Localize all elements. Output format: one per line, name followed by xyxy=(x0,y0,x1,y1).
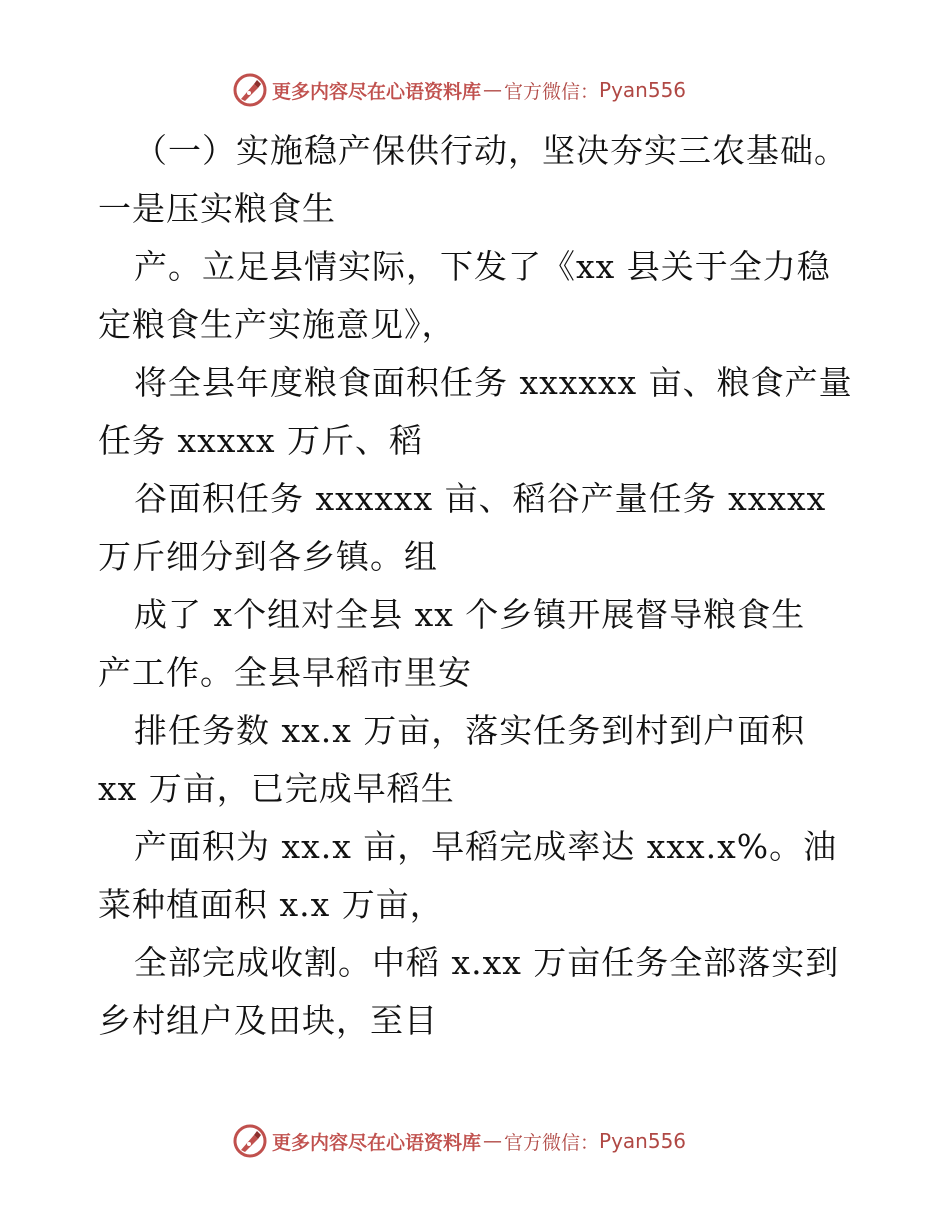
document-body xyxy=(98,122,858,1050)
body-line: 定粮食生产实施意见》， xyxy=(98,305,456,344)
body-line: 菜种植面积 x.x 万亩， xyxy=(98,885,444,924)
body-line: 产。立足县情实际，下发了《xx 县关于全力稳 xyxy=(134,247,831,286)
body-line: （一）实施稳产保供行动，坚决夯实三农基础。 xyxy=(134,131,848,170)
body-line: 万斤细分到各乡镇。组 xyxy=(98,537,438,576)
banner-slogan: 更多内容尽在心语资料库 xyxy=(272,1131,482,1154)
body-line: 将全县年度粮食面积任务 xxxxxx 亩、粮食产量 xyxy=(134,363,853,402)
banner-wechat-id: Pyan556 xyxy=(599,1129,687,1153)
body-line: 任务 xxxxx 万斤、稻 xyxy=(98,421,424,460)
body-line: 成了 x个组对全县 xx 个乡镇开展督导粮食生 xyxy=(134,595,806,634)
banner-wechat-label: 官方微信： xyxy=(504,80,600,103)
body-line: xx 万亩，已完成早稻生 xyxy=(98,769,455,808)
pen-logo-icon xyxy=(232,72,268,108)
banner-dash: — xyxy=(483,1130,503,1152)
banner-wechat-label: 官方微信： xyxy=(504,1131,600,1154)
banner-wechat-id: Pyan556 xyxy=(599,78,687,102)
body-line: 乡村组户及田块，至目 xyxy=(98,1001,438,1040)
header-banner xyxy=(232,70,686,110)
body-line: 谷面积任务 xxxxxx 亩、稻谷产量任务 xxxxx xyxy=(134,479,827,518)
body-line: 排任务数 xx.x 万亩，落实任务到村到户面积 xyxy=(134,711,806,750)
banner-slogan: 更多内容尽在心语资料库 xyxy=(272,80,482,103)
body-line: 产面积为 xx.x 亩，早稻完成率达 xxx.x%。油 xyxy=(134,827,838,866)
pen-logo-icon xyxy=(232,1123,268,1159)
body-line: 产工作。全县早稻市里安 xyxy=(98,653,472,692)
footer-banner xyxy=(232,1121,686,1161)
body-line: 一是压实粮食生 xyxy=(98,189,336,228)
body-line: 全部完成收割。中稻 x.xx 万亩任务全部落实到 xyxy=(134,943,840,982)
banner-dash: — xyxy=(483,79,503,101)
